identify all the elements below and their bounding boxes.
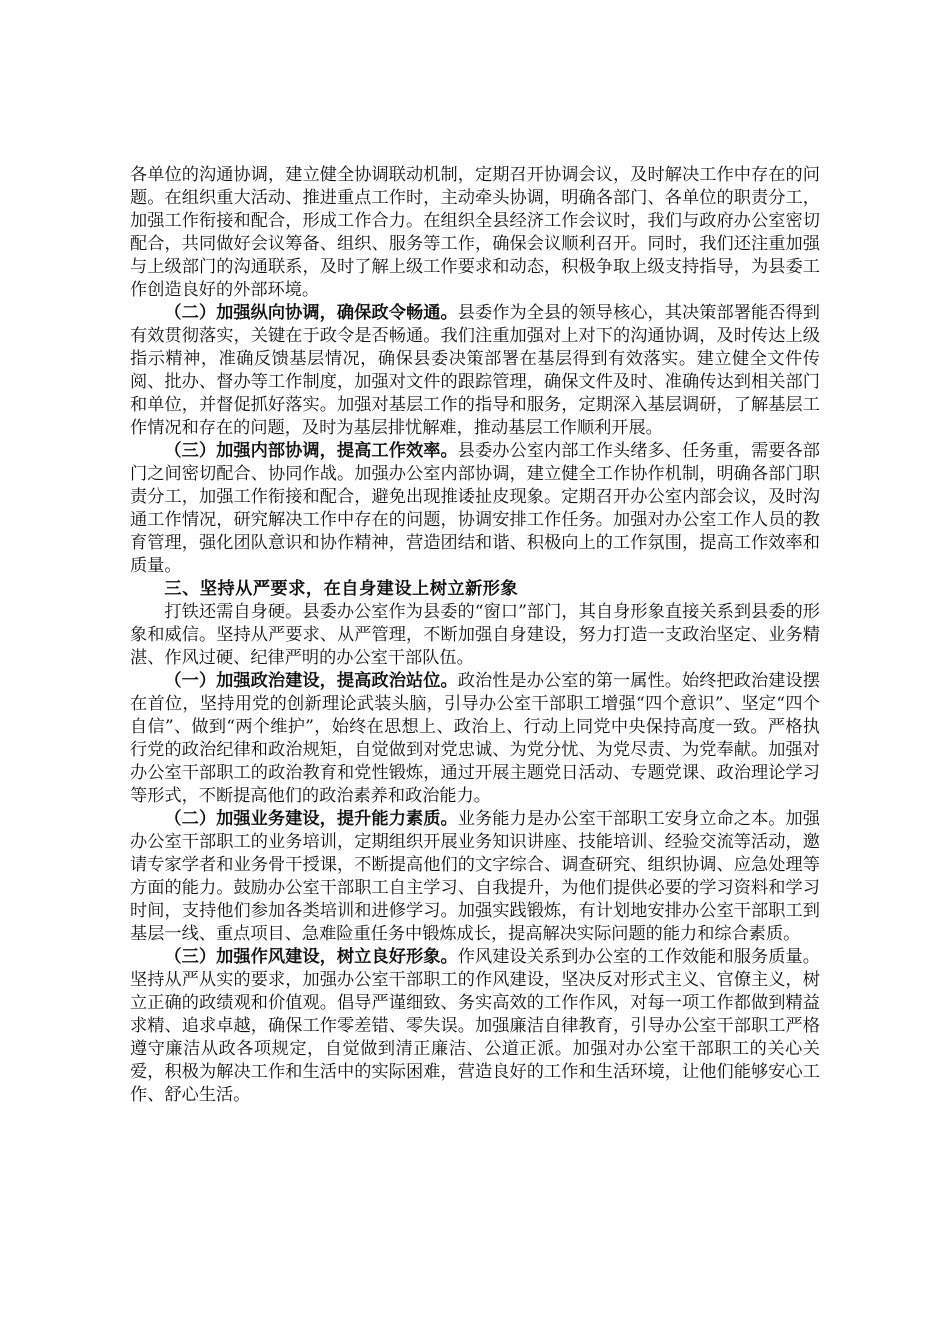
paragraph-text: 各单位的沟通协调，建立健全协调联动机制，定期召开协调会议，及时解决工作中存在的问题。在组织重大活动、推进重点工作时，主动牵头协调，明确各部门、各单位的职责分工，加强工作衔接和配合，形成工作合力。在组织全县经济工作会议时，我们与政府办公室密切配合，共同做好会议筹备、组织、服务等工作，确保会议顺利召开。同时，我们还注重加强与上级部门的沟通联系，及时了解上级工作要求和动态，积极争取上级支持指导，为县委工作创造良好的外部环境。 [130, 165, 820, 300]
section-heading [130, 578, 820, 601]
paragraph-text: 业务能力是办公室干部职工安身立命之本。加强办公室干部职工的业务培训，定期组织开展业务知识讲座、技能培训、经验交流等活动，邀请专家学者和业务骨干授课，不断提高他们的文字综合、调查研究、组织协调、应急处理等方面的能力。鼓励办公室干部职工自主学习、自我提升，为他们提供必要的学习资料和学习时间，支持他们参加各类培训和进修学习。加强实践锻炼，有计划地安排办公室干部职工到基层一线、重点项目、急难险重任务中锻炼成长，提高解决实际问题的能力和综合素质。 [130, 809, 820, 944]
paragraph-text: 作风建设关系到办公室的工作效能和服务质量。坚持从严从实的要求，加强办公室干部职工的作风建设，坚决反对形式主义、官僚主义，树立正确的政绩观和价值观。倡导严谨细致、务实高效的工作作风，对每一项工作都做到精益求精、追求卓越，确保工作零差错、零失误。加强廉洁自律教育，引导办公室干部职工严格遵守廉洁从政各项规定，自觉做到清正廉洁、公道正派。加强对办公室干部职工的关心关爱，积极为解决工作和生活中的实际困难，营造良好的工作和生活环境，让他们能够安心工作、舒心生活。 [130, 947, 820, 1105]
paragraph-lead: （二）加强纵向协调，确保政令畅通。 [164, 303, 458, 323]
paragraph-text: 县委作为全县的领导核心，其决策部署能否得到有效贯彻落实，关键在于政令是否畅通。我们注重加强对上对下的沟通协调，及时传达上级指示精神，准确反馈基层情况，确保县委决策部署在基层得到有效落实。建立健全文件传阅、批办、督办等工作制度，加强对文件的跟踪管理，确保文件及时、准确传达到相关部门和单位，并督促抓好落实。加强对基层工作的指导和服务，定期深入基层调研，了解基层工作情况和存在的问题，及时为基层排忧解难，推动基层工作顺利开展。 [130, 303, 820, 438]
paragraph-subsection-business-building [130, 808, 820, 946]
paragraph-text: 县委办公室内部工作头绪多、任务重，需要各部门之间密切配合、协同作战。加强办公室内部协调，建立健全工作协作机制，明确各部门职责分工，加强工作衔接和配合，避免出现推诿扯皮现象。定期召开办公室内部会议，及时沟通工作情况，研究解决工作中存在的问题，协调安排工作任务。加强对办公室工作人员的教育管理，强化团队意识和协作精神，营造团结和谐、积极向上的工作氛围，提高工作效率和质量。 [130, 441, 820, 576]
paragraph-text: 政治性是办公室的第一属性。始终把政治建设摆在首位，坚持用党的创新理论武装头脑，引导办公室干部职工增强“四个意识”、坚定“四个自信”、做到“两个维护”，始终在思想上、政治上、行动上同党中央保持高度一致。严格执行党的政治纪律和政治规矩，自觉做到对党忠诚、为党分忧、为党尽责、为党奉献。加强对办公室干部职工的政治教育和党性锻炼，通过开展主题党日活动、专题党课、政治理论学习等形式，不断提高他们的政治素养和政治能力。 [130, 671, 820, 806]
paragraph-lead: （三）加强作风建设，树立良好形象。 [164, 947, 458, 967]
paragraph-lead: （一）加强政治建设，提高政治站位。 [164, 671, 458, 691]
paragraph-subsection-style-building [130, 946, 820, 1107]
paragraph-subsection-political-building [130, 670, 820, 808]
paragraph-body [130, 601, 820, 670]
section-heading-text: 三、坚持从严要求，在自身建设上树立新形象 [164, 579, 519, 599]
paragraph-text: 打铁还需自身硬。县委办公室作为县委的“窗口”部门，其自身形象直接关系到县委的形象和威信。坚持从严要求、从严管理，不断加强自身建设，努力打造一支政治坚定、业务精湛、作风过硬、纪律严明的办公室干部队伍。 [130, 602, 820, 668]
paragraph-continuation [130, 164, 820, 302]
document-page [130, 164, 820, 1107]
paragraph-lead: （三）加强内部协调，提高工作效率。 [164, 441, 458, 461]
paragraph-lead: （二）加强业务建设，提升能力素质。 [164, 809, 458, 829]
paragraph-subsection-internal-coordination [130, 440, 820, 578]
paragraph-subsection-vertical-coordination [130, 302, 820, 440]
